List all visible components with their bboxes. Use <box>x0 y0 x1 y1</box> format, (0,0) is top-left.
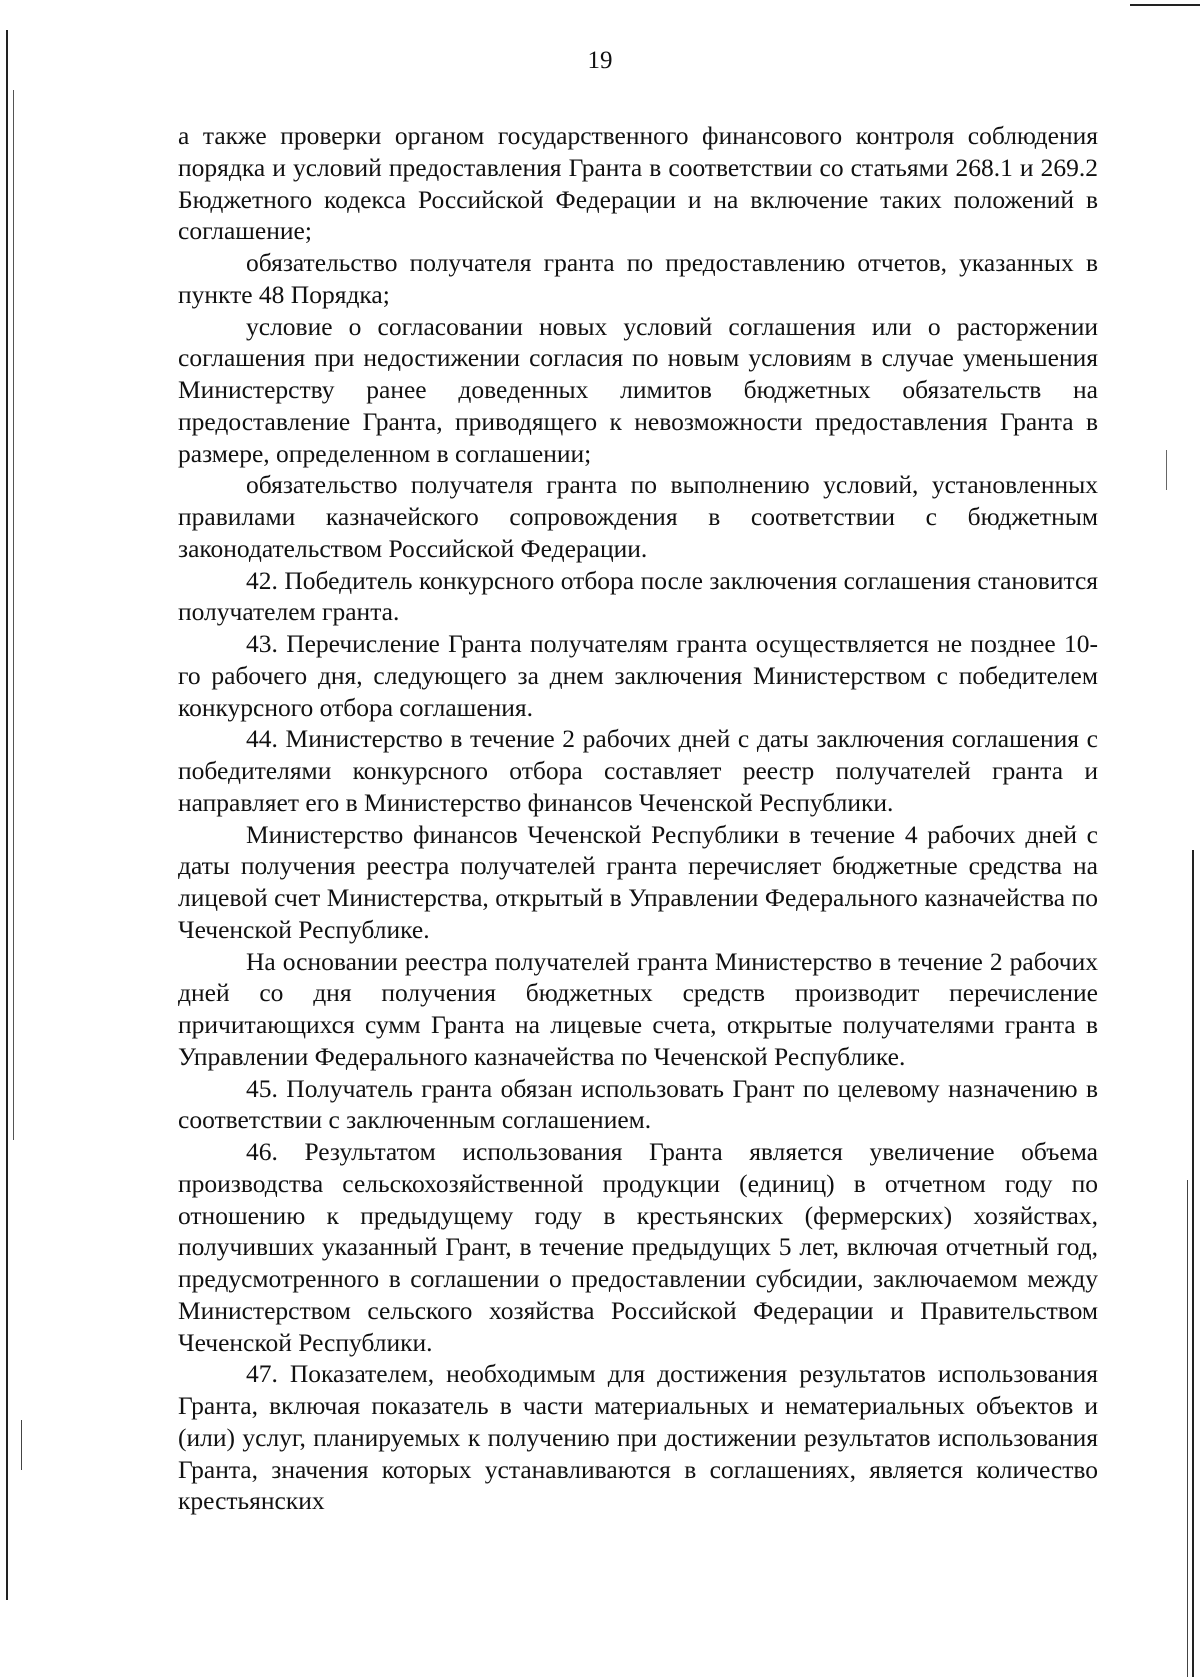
paragraph: 47. Показателем, необходимым для достижения результатов использования Гранта, включая показатель в части материальных и нематериальных объектов и (или) услуг, планируемых к получению при достижении результатов использования Гранта, значения которых устанавливаются в соглашениях, является количество крестьянских <box>178 1359 1098 1516</box>
paragraph: обязательство получателя гранта по выполнению условий, установленных правилами казначейского сопровождения в соответствии с бюджетным законодательством Российской Федерации. <box>178 470 1098 563</box>
paragraph: 45. Получатель гранта обязан использовать Грант по целевому назначению в соответствии с заключенным соглашением. <box>178 1073 1098 1135</box>
paragraph: 44. Министерство в течение 2 рабочих дней с даты заключения соглашения с победителями конкурсного отбора составляет реестр получателей гранта и направляет его в Министерство финансов Чеченской Республики. <box>178 724 1098 817</box>
paragraph: 46. Результатом использования Гранта является увеличение объема производства сельскохозяйственной продукции (единиц) в отчетном году по отношению к предыдущему году в крестьянских (фермерских) хозяйствах, получивших указанный Грант, в течение предыдущих 5 лет, включая отчетный год, предусмотренного в соглашении о предоставлении субсидии, заключаемом между Министерством сельского хозяйства Российской Федерации и Правительством Чеченской Республики. <box>178 1137 1098 1357</box>
paragraph: обязательство получателя гранта по предоставлению отчетов, указанных в пункте 48 Порядка; <box>178 248 1098 309</box>
scan-edge-right-inner <box>1187 1180 1188 1677</box>
paragraph: а также проверки органом государственного финансового контроля соблюдения порядка и условий предоставления Гранта в соответствии со статьями 268.1 и 269.2 Бюджетного кодекса Российской Федерации и на включение таких положений в соглашение; <box>178 121 1098 246</box>
paragraph: На основании реестра получателей гранта Министерство в течение 2 рабочих дней со дня получения бюджетных средств производит перечисление причитающихся сумм Гранта на лицевые счета, открытые получателями гранта в Управлении Федерального казначейства по Чеченской Республике. <box>178 946 1098 1071</box>
document-body <box>178 120 1098 1517</box>
page-number: 19 <box>587 47 613 74</box>
scan-edge-left-inner <box>13 90 14 1140</box>
paragraph: 42. Победитель конкурсного отбора после заключения соглашения становится получателем гранта. <box>178 565 1098 627</box>
paragraph: 43. Перечисление Гранта получателям гранта осуществляется не позднее 10-го рабочего дня, следующего за днем заключения Министерством с победителем конкурсного отбора соглашения. <box>178 629 1098 722</box>
scan-edge-top <box>1130 4 1200 6</box>
scan-mark <box>1166 450 1167 490</box>
scan-mark <box>21 1420 22 1470</box>
paragraph: условие о согласовании новых условий соглашения или о расторжении соглашения при недостижении согласия по новым условиям в случае уменьшения Министерству ранее доведенных лимитов бюджетных обязательств на предоставление Гранта, приводящего к невозможности предоставления Гранта в размере, определенном в соглашении; <box>178 311 1098 468</box>
paragraph: Министерство финансов Чеченской Республики в течение 4 рабочих дней с даты получения реестра получателей гранта перечисляет бюджетные средства на лицевой счет Министерства, открытый в Управлении Федерального казначейства по Чеченской Республике. <box>178 819 1098 944</box>
scan-edge-right <box>1192 850 1194 1677</box>
scan-edge-left <box>6 30 8 1600</box>
